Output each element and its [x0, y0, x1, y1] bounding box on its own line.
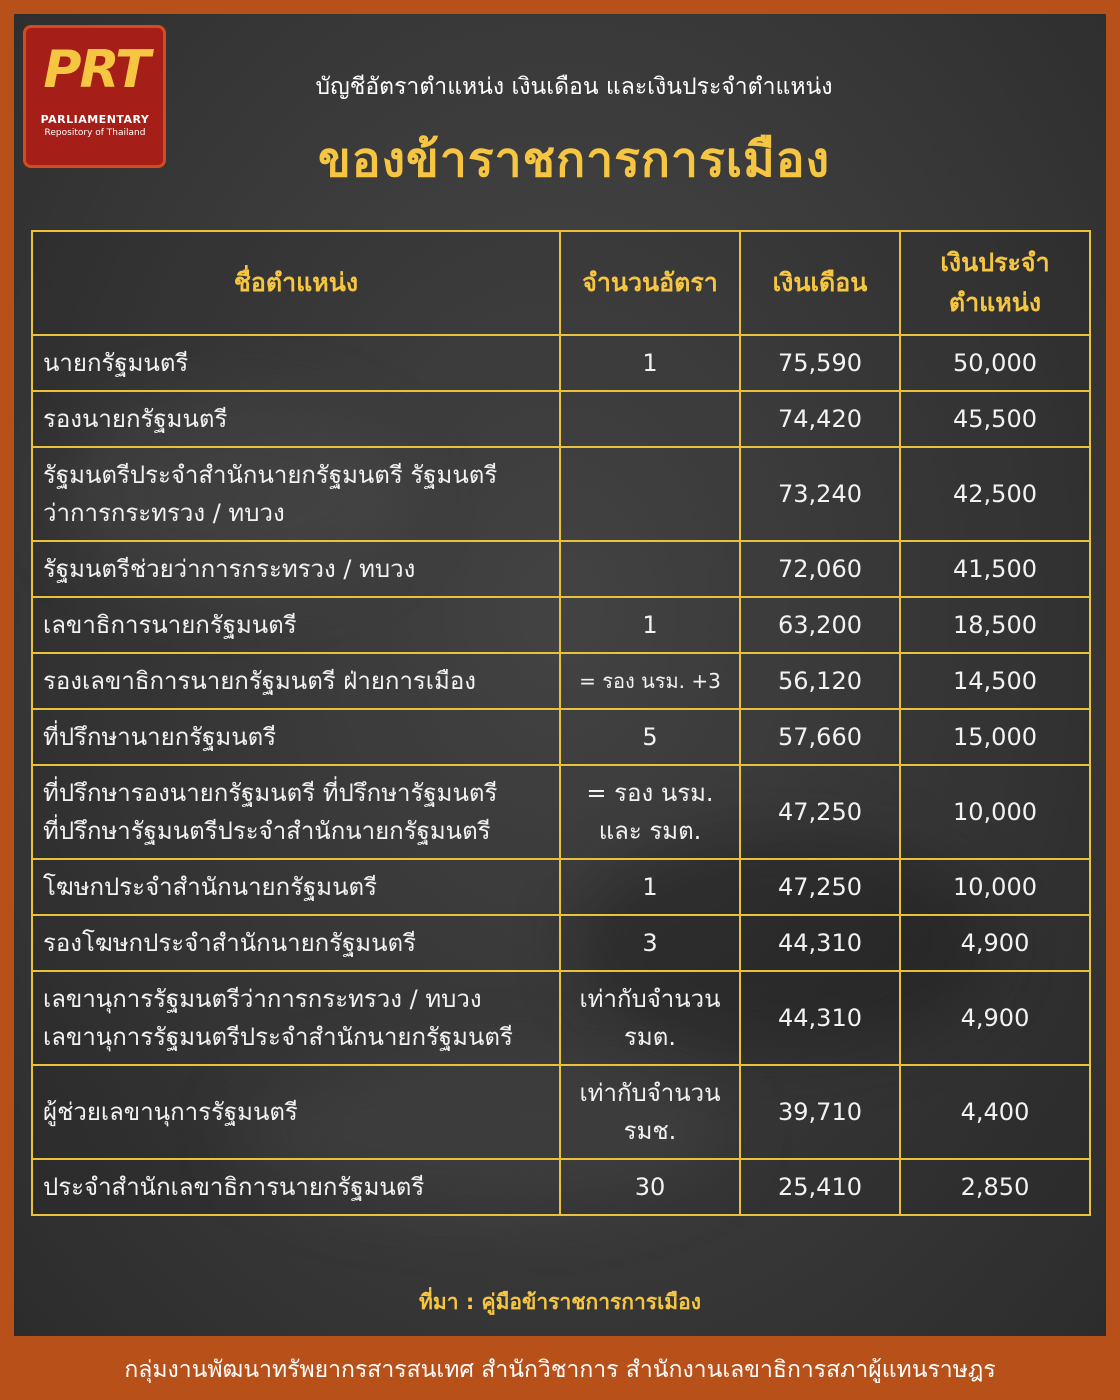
position-count: 30 — [560, 1159, 740, 1215]
position-count — [560, 447, 740, 541]
table-row — [32, 859, 1090, 915]
salary-value: 47,250 — [740, 859, 900, 915]
position-count — [560, 971, 740, 1065]
allowance-value: 15,000 — [900, 709, 1090, 765]
allowance-value: 4,900 — [900, 915, 1090, 971]
position-name-line1: เลขานุการรัฐมนตรีว่าการกระทรวง / ทบวง — [43, 985, 482, 1013]
salary-value: 63,200 — [740, 597, 900, 653]
position-name: นายกรัฐมนตรี — [32, 335, 560, 391]
header-salary: เงินเดือน — [740, 231, 900, 335]
salary-value: 39,710 — [740, 1065, 900, 1159]
salary-value: 56,120 — [740, 653, 900, 709]
table-row — [32, 765, 1090, 859]
position-count-line1: เท่ากับจำนวน — [579, 985, 721, 1013]
position-count — [560, 1065, 740, 1159]
table-row — [32, 653, 1090, 709]
table-row — [32, 391, 1090, 447]
allowance-value: 4,900 — [900, 971, 1090, 1065]
position-name-line1: รัฐมนตรีประจำสำนักนายกรัฐมนตรี รัฐมนตรี — [43, 461, 498, 489]
position-name: รองนายกรัฐมนตรี — [32, 391, 560, 447]
position-name: โฆษกประจำสำนักนายกรัฐมนตรี — [32, 859, 560, 915]
table-row — [32, 335, 1090, 391]
salary-value: 44,310 — [740, 915, 900, 971]
position-name — [32, 765, 560, 859]
position-name: เลขาธิการนายกรัฐมนตรี — [32, 597, 560, 653]
allowance-value: 10,000 — [900, 859, 1090, 915]
position-count-line1: เท่ากับจำนวน — [579, 1079, 721, 1107]
footer-credit: กลุ่มงานพัฒนาทรัพยากรสารสนเทศ สำนักวิชาการ สำนักงานเลขาธิการสภาผู้แทนราษฎร — [124, 1357, 996, 1383]
table-header-row — [32, 231, 1090, 335]
position-count: 3 — [560, 915, 740, 971]
position-count — [560, 765, 740, 859]
position-name: ผู้ช่วยเลขานุการรัฐมนตรี — [32, 1065, 560, 1159]
salary-value: 44,310 — [740, 971, 900, 1065]
allowance-value: 14,500 — [900, 653, 1090, 709]
table-row — [32, 597, 1090, 653]
position-count-line2: และ รมต. — [598, 817, 702, 845]
position-count: 5 — [560, 709, 740, 765]
position-name: รัฐมนตรีช่วยว่าการกระทรวง / ทบวง — [32, 541, 560, 597]
allowance-value: 42,500 — [900, 447, 1090, 541]
position-name — [32, 447, 560, 541]
position-name-line2: ที่ปรึกษารัฐมนตรีประจำสำนักนายกรัฐมนตรี — [43, 817, 491, 845]
salary-value: 72,060 — [740, 541, 900, 597]
position-count: = รอง นรม. +3 — [560, 653, 740, 709]
header-count: จำนวนอัตรา — [560, 231, 740, 335]
page-title: ของข้าราชการการเมือง — [317, 132, 831, 188]
table-row — [32, 447, 1090, 541]
salary-value: 57,660 — [740, 709, 900, 765]
salary-value: 47,250 — [740, 765, 900, 859]
chalkboard-background — [14, 14, 1106, 1336]
logo-mark: PRT — [43, 40, 149, 100]
source-note: ที่มา : คู่มือข้าราชการการเมือง — [419, 1290, 701, 1314]
allowance-value: 45,500 — [900, 391, 1090, 447]
position-name-line2: ว่าการกระทรวง / ทบวง — [43, 499, 285, 527]
position-name-line1: ที่ปรึกษารองนายกรัฐมนตรี ที่ปรึกษารัฐมนตรี — [43, 779, 498, 807]
allowance-value: 50,000 — [900, 335, 1090, 391]
header-allowance — [900, 231, 1090, 335]
salary-value: 73,240 — [740, 447, 900, 541]
table-row — [32, 1159, 1090, 1215]
position-count: 1 — [560, 859, 740, 915]
position-count — [560, 541, 740, 597]
allowance-value: 4,400 — [900, 1065, 1090, 1159]
prt-logo — [23, 25, 166, 168]
position-name: ประจำสำนักเลขาธิการนายกรัฐมนตรี — [32, 1159, 560, 1215]
allowance-value: 18,500 — [900, 597, 1090, 653]
header-allowance-line1: เงินประจำ — [940, 248, 1050, 277]
position-name — [32, 971, 560, 1065]
position-name: รองโฆษกประจำสำนักนายกรัฐมนตรี — [32, 915, 560, 971]
logo-line1: PARLIAMENTARY — [40, 113, 150, 126]
position-name: ที่ปรึกษานายกรัฐมนตรี — [32, 709, 560, 765]
position-count: 1 — [560, 335, 740, 391]
table-row — [32, 709, 1090, 765]
header-position-name: ชื่อตำแหน่ง — [32, 231, 560, 335]
allowance-value: 41,500 — [900, 541, 1090, 597]
table-row — [32, 1065, 1090, 1159]
table-row — [32, 915, 1090, 971]
position-count-line2: รมต. — [624, 1023, 676, 1051]
position-count-line2: รมช. — [623, 1117, 677, 1145]
allowance-value: 2,850 — [900, 1159, 1090, 1215]
salary-table — [31, 230, 1091, 1216]
position-name-line2: เลขานุการรัฐมนตรีประจำสำนักนายกรัฐมนตรี — [43, 1023, 513, 1051]
logo-line2: Repository of Thailand — [44, 128, 146, 138]
allowance-value: 10,000 — [900, 765, 1090, 859]
salary-value: 25,410 — [740, 1159, 900, 1215]
page-subtitle: บัญชีอัตราตำแหน่ง เงินเดือน และเงินประจำตำแหน่ง — [315, 74, 833, 100]
table-row — [32, 541, 1090, 597]
table-row — [32, 971, 1090, 1065]
position-count-line1: = รอง นรม. — [586, 779, 714, 807]
position-count — [560, 391, 740, 447]
header-allowance-line2: ตำแหน่ง — [948, 288, 1042, 317]
salary-value: 75,590 — [740, 335, 900, 391]
position-count: 1 — [560, 597, 740, 653]
salary-value: 74,420 — [740, 391, 900, 447]
position-name: รองเลขาธิการนายกรัฐมนตรี ฝ่ายการเมือง — [32, 653, 560, 709]
